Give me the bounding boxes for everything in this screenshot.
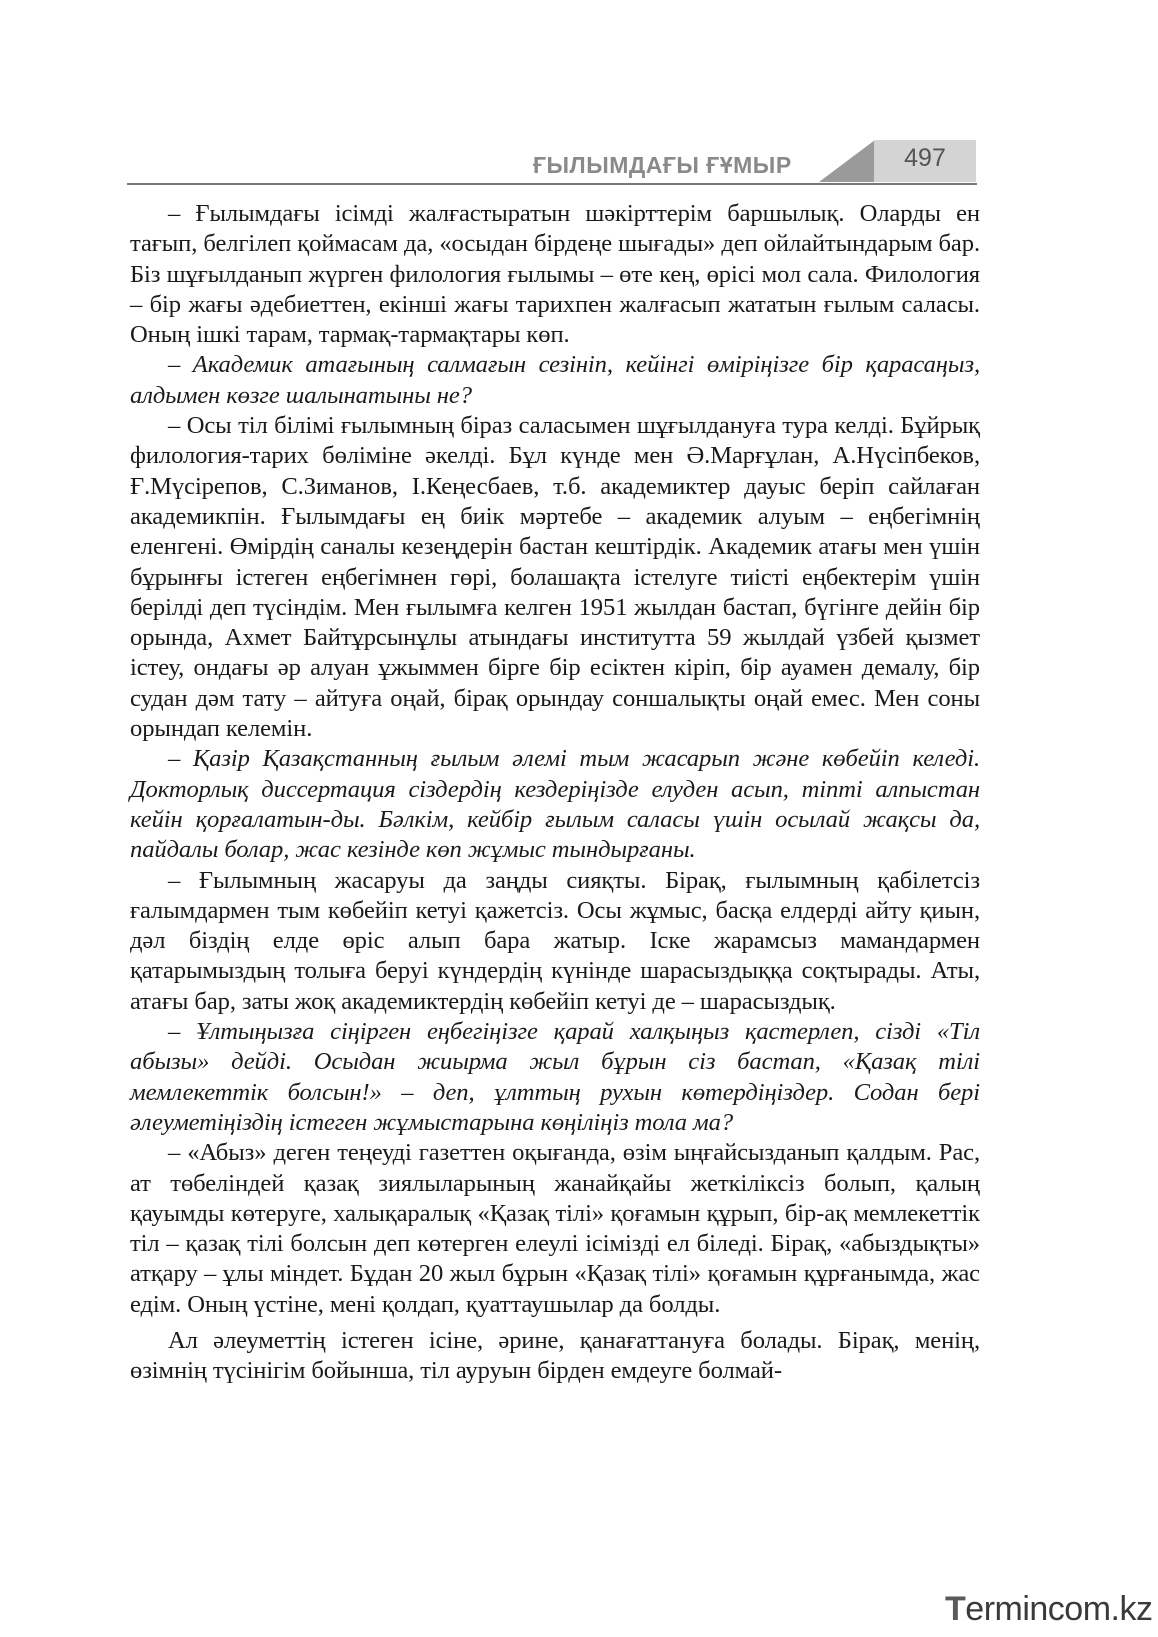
- answer-paragraph: – Осы тіл білімі ғылымның біраз саласымен шұғылдануға тура келді. Бұйрық филология-тарих бөліміне әкелді. Бұл күнде мен Ә.Марғұлан, А.Нүсіпбеков, Ғ.Мүсірепов, С.Зиманов, І.Кеңесбаев, т.б. академиктер дауыс беріп сайлаған академикпін. Ғылымдағы ең биік мәртебе – академик алуым – еңбегімнің еленгені. Өмірдің саналы кезеңдерін бастан кештірдік. Академик атағы мен үшін бұрынғы істеген еңбегімнен гөрі, болашақта істелуге тиісті еңбектерім үшін берілді деп түсіндім. Мен ғылымға келген 1951 жылдан бастап, бүгінге дейін бір орында, Ахмет Байтұрсынұлы атындағы институтта 59 жылдай үзбей қызмет істеу, ондағы әр алуан ұжыммен бірге бір есіктен кіріп, бір ауамен демалу, бір судан дәм тату – айтуға оңай, бірақ орындау соншалықты оңай емес. Мен соны орындап келемін.: [130, 412, 980, 743]
- question-paragraph: – Қазір Қазақстанның ғылым әлемі тым жасарып және көбейіп келеді. Докторлық диссертация сіздердің кездеріңізде елуден асып, тіпті алпыстан кейін қорғалатын-ды. Бәлкім, кейбір ғылым саласы үшін осылай жақсы да, пайдалы болар, жас кезінде көп жұмыс тындырғаны.: [130, 745, 980, 864]
- watermark-text: ermincom.kz: [965, 1590, 1153, 1628]
- answer-paragraph: – «Абыз» деген теңеуді газеттен оқығанда, өзім ыңғайсызданып қалдым. Рас, ат төбеліндей қазақ зиялыларының жанайқайы жеткіліксіз болып, қалың қауымды көтеруге, халықаралық «Қазақ тілі» қоғамын құрып, бір-ақ мемлекеттік тіл – қазақ тілі болсын деп көтерген елеулі ісімізді ел біледі. Бірақ, «абыздықты» атқару – ұлы міндет. Бұдан 20 жыл бұрын «Қазақ тілі» қоғамын құрғанымда, жас едім. Оның үстіне, мені қолдап, қуаттаушылар да болды.: [130, 1139, 980, 1318]
- header-rule: [127, 183, 977, 185]
- answer-paragraph: – Ғылымдағы ісімді жалғастыратын шәкірттерім баршылық. Оларды ен тағып, белгілеп қоймасам да, «осыдан бірдеңе шығады» деп ойлайтындарым бар. Біз шұғылданып жүрген филология ғылымы – өте кең, өрісі мол сала. Филология – бір жағы әдебиеттен, екінші жағы тарихпен жалғасып жататын ғылым саласы. Оның ішкі тарам, тармақ-тармақтары көп.: [130, 200, 980, 349]
- watermark-prefix: T: [945, 1590, 966, 1628]
- site-watermark: [945, 1590, 1152, 1629]
- answer-paragraph: – Ғылымның жасаруы да заңды сияқты. Бірақ, ғылымның қабілетсіз ғалымдармен тым көбейіп кетуі қажетсіз. Осы жұмыс, басқа елдерді айту қиын, дәл біздің елде өріс алып бара жатыр. Іске жарамсыз мамандармен қатарымыздың толыға беруі күндердің күнінде шарасыздыққа соқтырады. Аты, атағы бар, заты жоқ академиктердің көбейіп кетуі де – шарасыздық.: [130, 866, 980, 1015]
- section-title: ҒЫЛЫМДАҒЫ ҒҰМЫР: [533, 152, 792, 178]
- answer-paragraph: Ал әлеуметтің істеген ісіне, әрине, қанағаттануға болады. Бірақ, менің, өзімнің түсінігім бойынша, тіл ауруын бірден емдеуге болмай-: [130, 1326, 980, 1385]
- question-paragraph: – Ұлтыңызға сіңірген еңбегіңізге қарай халқыңыз қастерлеп, сізді «Тіл абызы» дейді. Осыдан жиырма жыл бұрын сіз бастап, «Қазақ тілі мемлекеттік болсын!» – деп, ұлттың рухын көтердіңіздер. Содан бері әлеуметіңіздің істеген жұмыстарына көңіліңіз тола ма?: [130, 1018, 980, 1136]
- article-body: [130, 199, 980, 1387]
- header-wedge-decoration: [819, 140, 875, 182]
- question-paragraph: – Академик атағының салмағын сезініп, кейінгі өміріңізге бір қарасаңыз, алдымен көзге шалынатыны не?: [130, 351, 980, 409]
- page-number: 497: [904, 144, 946, 172]
